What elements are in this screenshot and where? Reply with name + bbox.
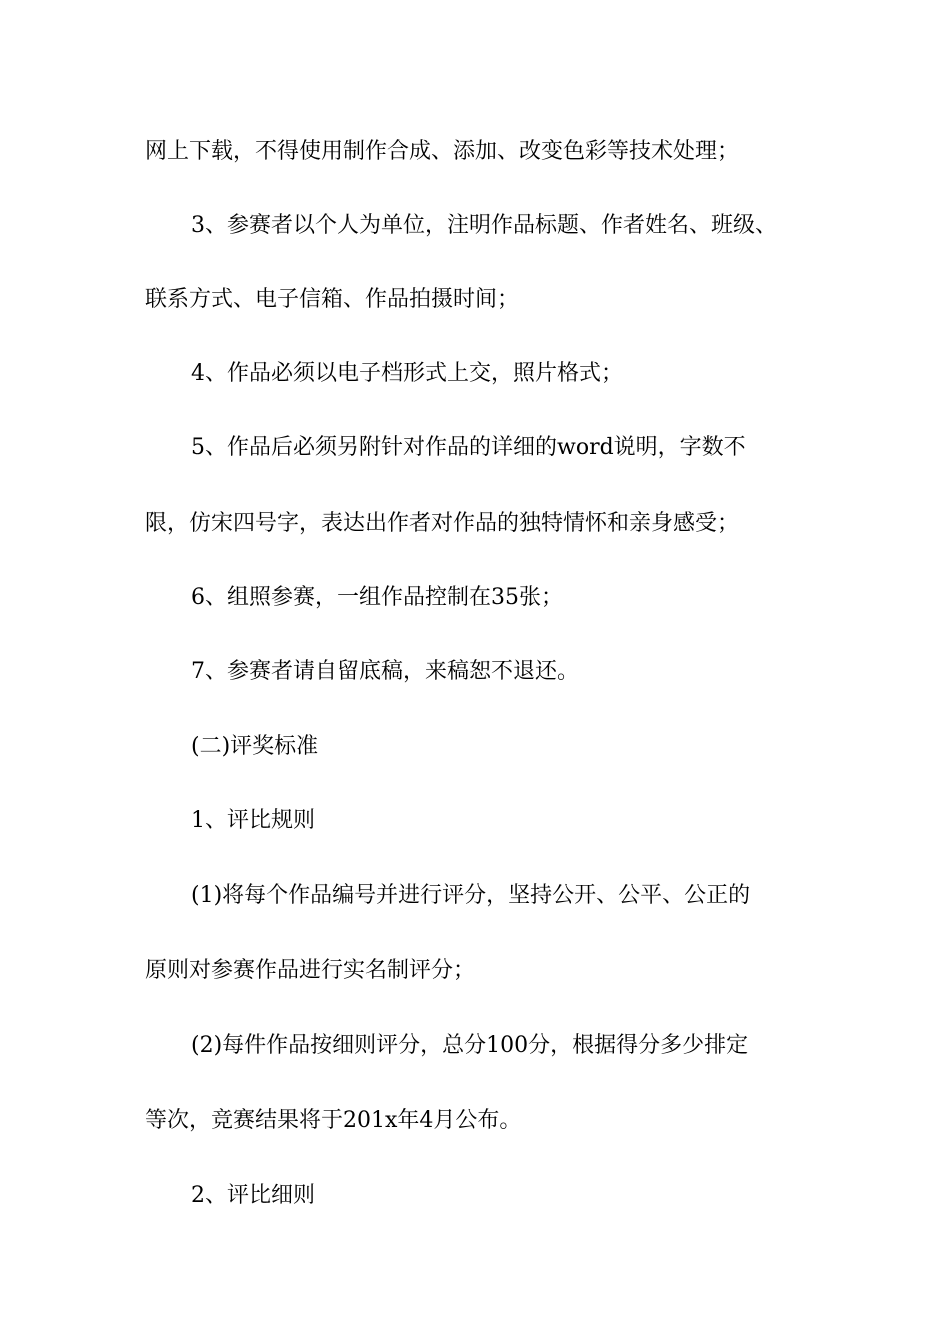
- text-line-6: 限，仿宋四号字，表达出作者对作品的独特情怀和亲身感受；: [145, 511, 740, 536]
- text-line-11: (1)将每个作品编号并进行评分，坚持公开、公平、公正的: [191, 883, 751, 908]
- subsection-heading-2: 2、评比细则: [191, 1183, 315, 1208]
- text-line-7: 6、组照参赛，一组作品控制在35张；: [191, 585, 563, 610]
- text-line-4: 4、作品必须以电子档形式上交，照片格式；: [191, 361, 623, 386]
- section-heading: (二)评奖标准: [191, 734, 319, 759]
- text-line-8: 7、参赛者请自留底稿，来稿恕不退还。: [191, 659, 579, 684]
- text-line-5: 5、作品后必须另附针对作品的详细的word说明，字数不: [191, 435, 746, 460]
- text-line-3: 联系方式、电子信箱、作品拍摄时间；: [145, 287, 520, 312]
- subsection-heading-1: 1、评比规则: [191, 808, 315, 833]
- text-line-1: 网上下载，不得使用制作合成、添加、改变色彩等技术处理；: [145, 139, 740, 164]
- text-line-2: 3、参赛者以个人为单位，注明作品标题、作者姓名、班级、: [191, 213, 777, 238]
- text-line-12: 原则对参赛作品进行实名制评分；: [145, 958, 476, 983]
- text-line-13: (2)每件作品按细则评分，总分100分，根据得分多少排定: [191, 1033, 749, 1058]
- text-line-14: 等次，竞赛结果将于201x年4月公布。: [145, 1108, 522, 1133]
